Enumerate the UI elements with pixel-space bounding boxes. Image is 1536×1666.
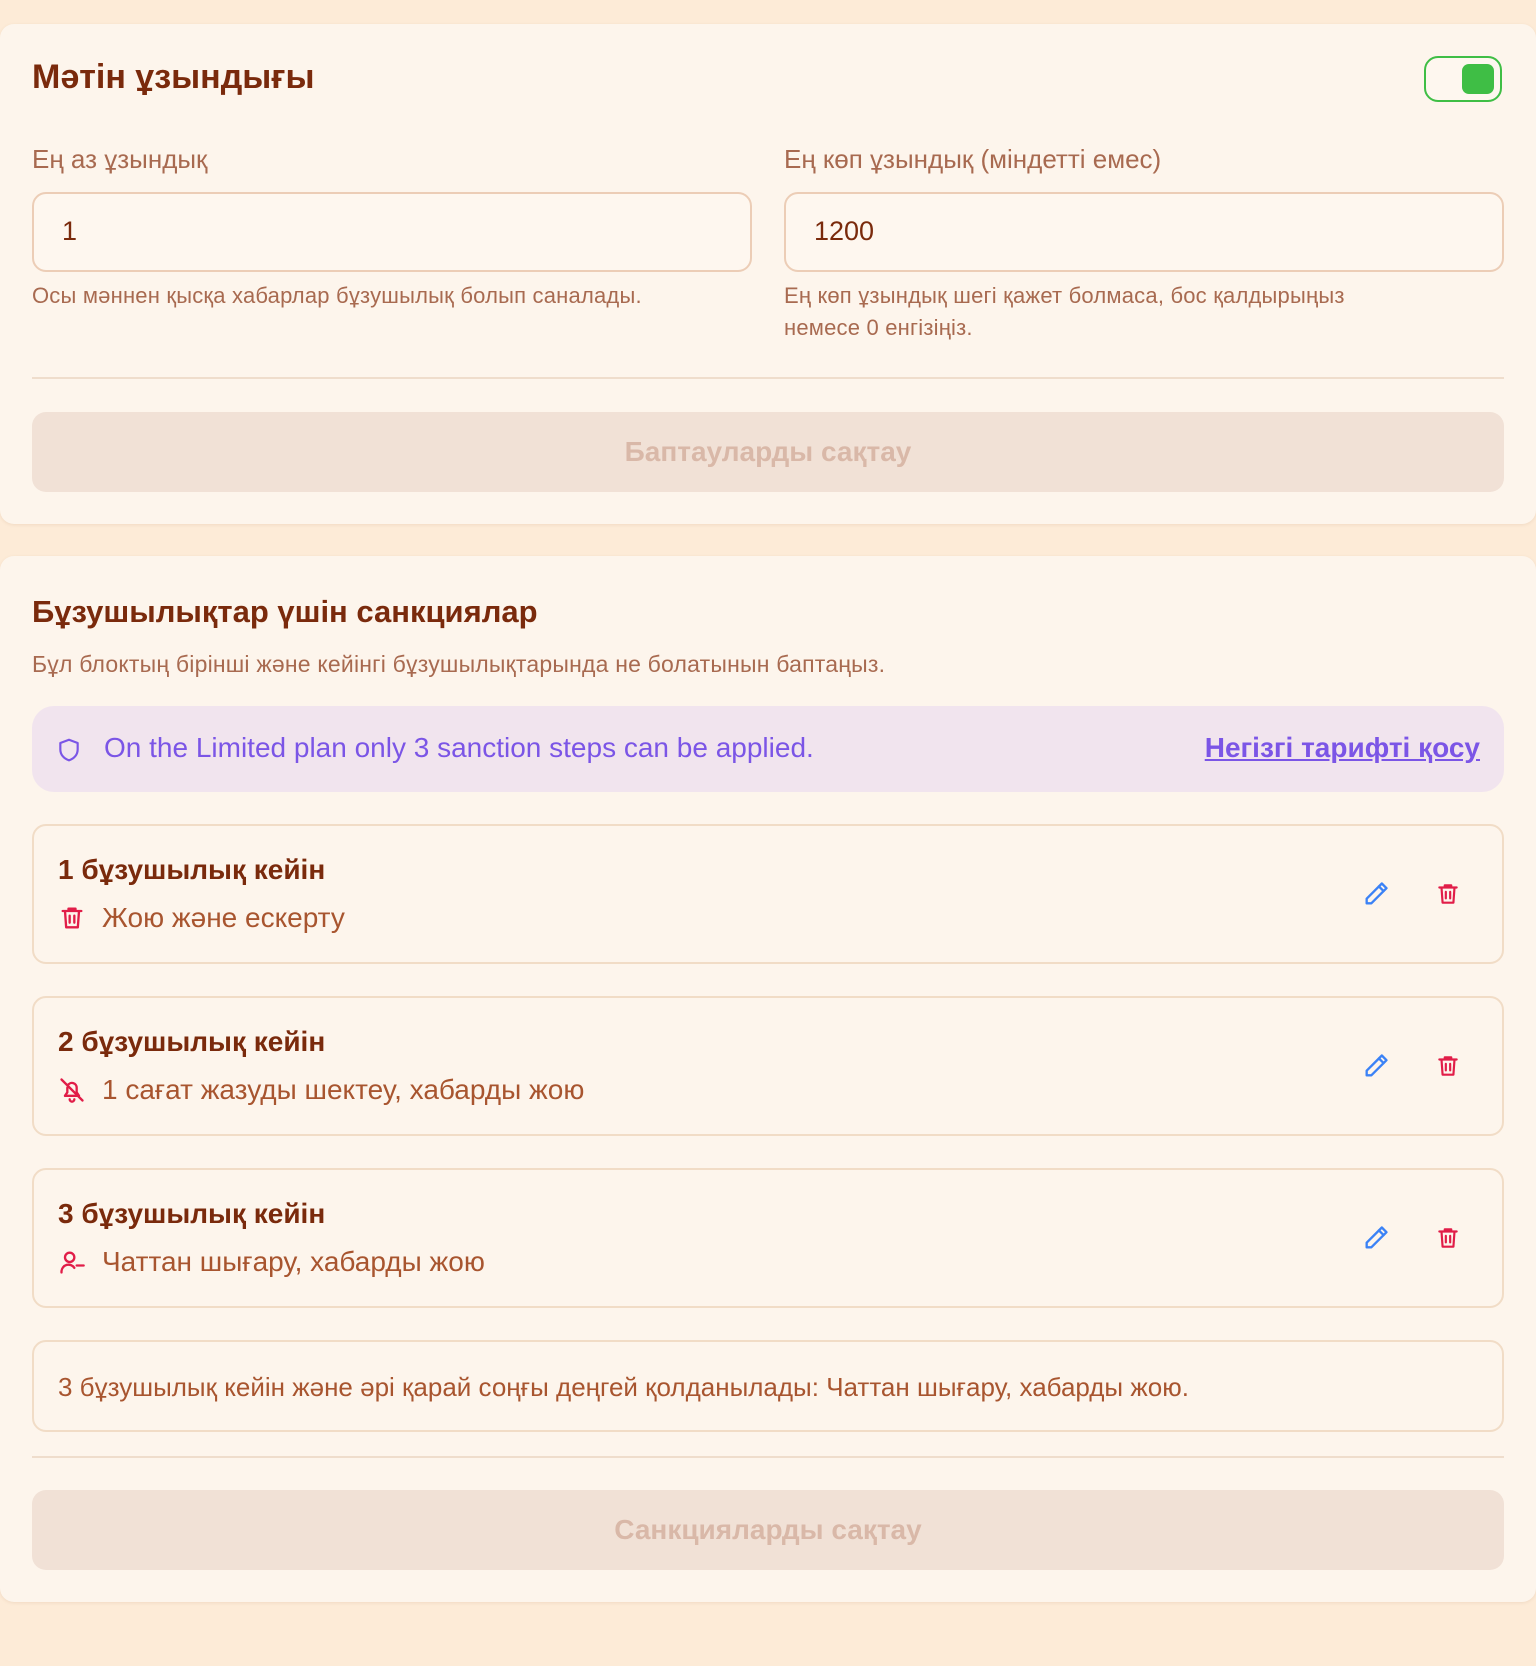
max-length-hint-line2: немесе 0 енгізіңіз. (784, 315, 973, 340)
text-length-title: Мәтін ұзындығы (32, 58, 315, 96)
sanctions-summary (32, 1340, 1504, 1432)
edit-step-button[interactable] (1358, 1222, 1394, 1258)
text-length-toggle[interactable] (1424, 56, 1502, 102)
bell-off-icon (58, 1076, 86, 1104)
pencil-icon (1362, 1224, 1390, 1257)
min-length-input[interactable]: 1 (32, 192, 752, 272)
sanction-step-title: 3 бұзушылық кейін (58, 1198, 326, 1229)
pencil-icon (1362, 1052, 1390, 1085)
min-length-label: Ең аз ұзындық (32, 144, 208, 174)
max-length-label: Ең көп ұзындық (міндетті емес) (784, 144, 1162, 174)
user-minus-icon (58, 1248, 86, 1276)
delete-step-button[interactable] (1430, 1050, 1466, 1086)
sanctions-summary-text: 3 бұзушылық кейін және әрі қарай соңғы деңгей қолданылады: Чаттан шығару, хабарды жою. (58, 1372, 1189, 1402)
shield-icon (56, 736, 82, 764)
sanctions-title: Бұзушылықтар үшін санкциялар (32, 594, 538, 629)
sanction-step-title: 1 бұзушылық кейін (58, 854, 326, 885)
trash-icon (58, 904, 86, 932)
text-length-card (0, 24, 1536, 524)
sanction-step (32, 996, 1504, 1136)
min-length-hint: Осы мәннен қысқа хабарлар бұзушылық болып саналады. (32, 283, 642, 308)
enable-basic-plan-link[interactable]: Негізгі тарифті қосу (1204, 732, 1480, 763)
sanctions-card (0, 556, 1536, 1602)
divider (32, 1456, 1504, 1458)
trash-icon (1435, 1053, 1461, 1084)
sanction-step-action: Чаттан шығару, хабарды жою (102, 1246, 485, 1277)
edit-step-button[interactable] (1358, 878, 1394, 914)
edit-step-button[interactable] (1358, 1050, 1394, 1086)
sanction-step-title: 2 бұзушылық кейін (58, 1026, 326, 1057)
delete-step-button[interactable] (1430, 878, 1466, 914)
toggle-knob (1462, 64, 1494, 94)
plan-limit-notice (32, 706, 1504, 792)
trash-icon (1435, 881, 1461, 912)
pencil-icon (1362, 880, 1390, 913)
save-settings-button[interactable]: Баптауларды сақтау (32, 412, 1504, 492)
max-length-hint (784, 280, 1345, 344)
trash-icon (1435, 1225, 1461, 1256)
delete-step-button[interactable] (1430, 1222, 1466, 1258)
divider (32, 377, 1504, 379)
sanctions-subtitle: Бұл блоктың бірінші және кейінгі бұзушылықтарында не болатынын баптаңыз. (32, 651, 886, 677)
plan-limit-text: On the Limited plan only 3 sanction steps can be applied. (104, 732, 814, 763)
save-sanctions-button[interactable]: Санкцияларды сақтау (32, 1490, 1504, 1570)
max-length-input[interactable]: 1200 (784, 192, 1504, 272)
sanction-step (32, 1168, 1504, 1308)
sanction-step-action: 1 сағат жазуды шектеу, хабарды жою (102, 1074, 585, 1105)
max-length-hint-line1: Ең көп ұзындық шегі қажет болмаса, бос қалдырыңыз (784, 283, 1345, 308)
sanction-step (32, 824, 1504, 964)
sanction-step-action: Жою және ескерту (102, 902, 345, 933)
